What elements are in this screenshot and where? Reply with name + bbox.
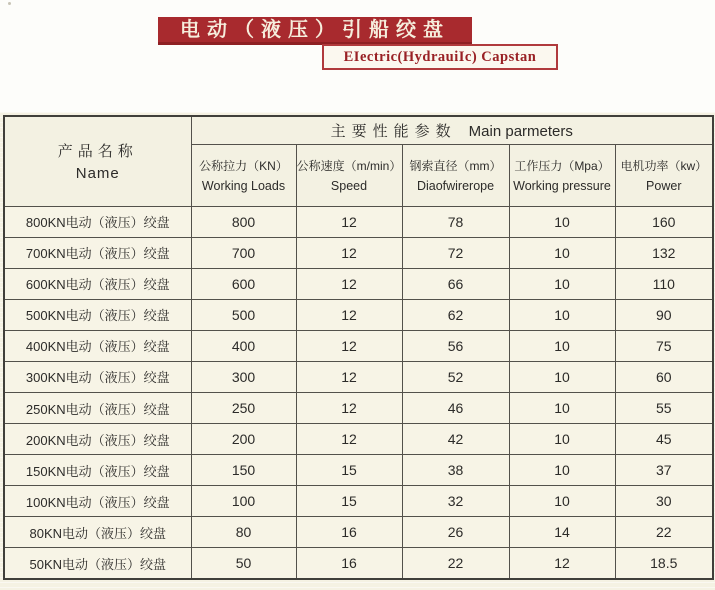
- value-cell: 15: [296, 455, 402, 486]
- product-name-cell: 700KN电动（液压）绞盘: [4, 237, 191, 268]
- value-cell: 52: [402, 361, 509, 392]
- value-cell: 16: [296, 517, 402, 548]
- col-header-speed-zh: 公称速度（m/min）: [296, 159, 402, 173]
- value-cell: 10: [509, 455, 615, 486]
- title-banner: [158, 17, 472, 45]
- value-cell: 12: [296, 268, 402, 299]
- value-cell: 66: [402, 268, 509, 299]
- value-cell: 15: [296, 486, 402, 517]
- value-cell: 12: [296, 330, 402, 361]
- table-row: [4, 361, 713, 392]
- value-cell: 75: [615, 330, 713, 361]
- value-cell: 10: [509, 392, 615, 423]
- value-cell: 18.5: [615, 548, 713, 579]
- col-header-working-loads-en: Working Loads: [201, 179, 286, 193]
- value-cell: 12: [509, 548, 615, 579]
- col-header-wirerope-dia-zh: 钢索直径（mm）: [409, 159, 502, 173]
- group-header-en: Main parmeters: [468, 122, 573, 140]
- product-name-cell: 80KN电动（液压）绞盘: [4, 517, 191, 548]
- value-cell: 100: [191, 486, 296, 517]
- col-header-product-name-en: Name: [75, 165, 120, 183]
- value-cell: 12: [296, 206, 402, 237]
- value-cell: 10: [509, 237, 615, 268]
- col-header-working-pressure-zh: 工作压力（Mpa）: [514, 159, 610, 173]
- value-cell: 800: [191, 206, 296, 237]
- value-cell: 50: [191, 548, 296, 579]
- page-title: 电动（液压）引船绞盘: [180, 18, 450, 41]
- value-cell: 56: [402, 330, 509, 361]
- value-cell: 32: [402, 486, 509, 517]
- product-name-cell: 150KN电动（液压）绞盘: [4, 455, 191, 486]
- value-cell: 500: [191, 299, 296, 330]
- value-cell: 12: [296, 361, 402, 392]
- value-cell: 700: [191, 237, 296, 268]
- value-cell: 78: [402, 206, 509, 237]
- value-cell: 250: [191, 392, 296, 423]
- group-header-zh: 主要性能参数: [330, 122, 457, 140]
- value-cell: 16: [296, 548, 402, 579]
- value-cell: 10: [509, 330, 615, 361]
- value-cell: 10: [509, 299, 615, 330]
- value-cell: 10: [509, 424, 615, 455]
- value-cell: 400: [191, 330, 296, 361]
- value-cell: 12: [296, 424, 402, 455]
- table-row: [4, 424, 713, 455]
- value-cell: 160: [615, 206, 713, 237]
- value-cell: 80: [191, 517, 296, 548]
- value-cell: 10: [509, 268, 615, 299]
- col-header-speed-en: Speed: [330, 179, 368, 193]
- col-header-working-pressure: [509, 144, 615, 206]
- value-cell: 200: [191, 424, 296, 455]
- value-cell: 42: [402, 424, 509, 455]
- group-header-row: [4, 116, 713, 144]
- value-cell: 72: [402, 237, 509, 268]
- table-body: [4, 206, 713, 579]
- table-row: [4, 455, 713, 486]
- value-cell: 12: [296, 392, 402, 423]
- value-cell: 10: [509, 486, 615, 517]
- value-cell: 62: [402, 299, 509, 330]
- value-cell: 30: [615, 486, 713, 517]
- value-cell: 10: [509, 361, 615, 392]
- col-header-working-loads: [191, 144, 296, 206]
- product-name-cell: 100KN电动（液压）绞盘: [4, 486, 191, 517]
- page-subtitle: EIectric(HydrauiIc) Capstan: [343, 48, 537, 65]
- value-cell: 132: [615, 237, 713, 268]
- product-name-cell: 400KN电动（液压）绞盘: [4, 330, 191, 361]
- table-row: [4, 486, 713, 517]
- product-name-cell: 600KN电动（液压）绞盘: [4, 268, 191, 299]
- col-header-speed: [296, 144, 402, 206]
- value-cell: 150: [191, 455, 296, 486]
- col-header-power-en: Power: [646, 179, 682, 193]
- scan-speck: [8, 2, 11, 5]
- col-header-wirerope-dia: [402, 144, 509, 206]
- col-header-product-name-zh: 产品名称: [57, 143, 138, 161]
- col-header-working-loads-zh: 公称拉力（KN）: [199, 159, 288, 173]
- value-cell: 38: [402, 455, 509, 486]
- product-name-cell: 500KN电动（液压）绞盘: [4, 299, 191, 330]
- value-cell: 10: [509, 206, 615, 237]
- product-name-cell: 300KN电动（液压）绞盘: [4, 361, 191, 392]
- col-header-working-pressure-en: Working pressure: [513, 179, 611, 193]
- value-cell: 60: [615, 361, 713, 392]
- table-row: [4, 299, 713, 330]
- table-row: [4, 268, 713, 299]
- value-cell: 45: [615, 424, 713, 455]
- value-cell: 37: [615, 455, 713, 486]
- table-row: [4, 237, 713, 268]
- product-name-cell: 800KN电动（液压）绞盘: [4, 206, 191, 237]
- group-header: [191, 116, 713, 144]
- value-cell: 55: [615, 392, 713, 423]
- value-cell: 14: [509, 517, 615, 548]
- col-header-wirerope-dia-en: Diaofwirerope: [416, 179, 495, 193]
- table-row: [4, 330, 713, 361]
- value-cell: 110: [615, 268, 713, 299]
- value-cell: 12: [296, 299, 402, 330]
- table-row: [4, 206, 713, 237]
- product-name-cell: 50KN电动（液压）绞盘: [4, 548, 191, 579]
- value-cell: 46: [402, 392, 509, 423]
- table-row: [4, 548, 713, 579]
- col-header-product-name: [4, 116, 191, 206]
- value-cell: 300: [191, 361, 296, 392]
- value-cell: 600: [191, 268, 296, 299]
- table-row: [4, 392, 713, 423]
- value-cell: 90: [615, 299, 713, 330]
- product-name-cell: 250KN电动（液压）绞盘: [4, 392, 191, 423]
- value-cell: 26: [402, 517, 509, 548]
- subtitle-box: [322, 44, 558, 70]
- col-header-power: [615, 144, 713, 206]
- spec-table: [3, 115, 714, 580]
- table-row: [4, 517, 713, 548]
- col-header-power-zh: 电机功率（kw）: [620, 159, 708, 173]
- value-cell: 22: [615, 517, 713, 548]
- value-cell: 22: [402, 548, 509, 579]
- value-cell: 12: [296, 237, 402, 268]
- product-name-cell: 200KN电动（液压）绞盘: [4, 424, 191, 455]
